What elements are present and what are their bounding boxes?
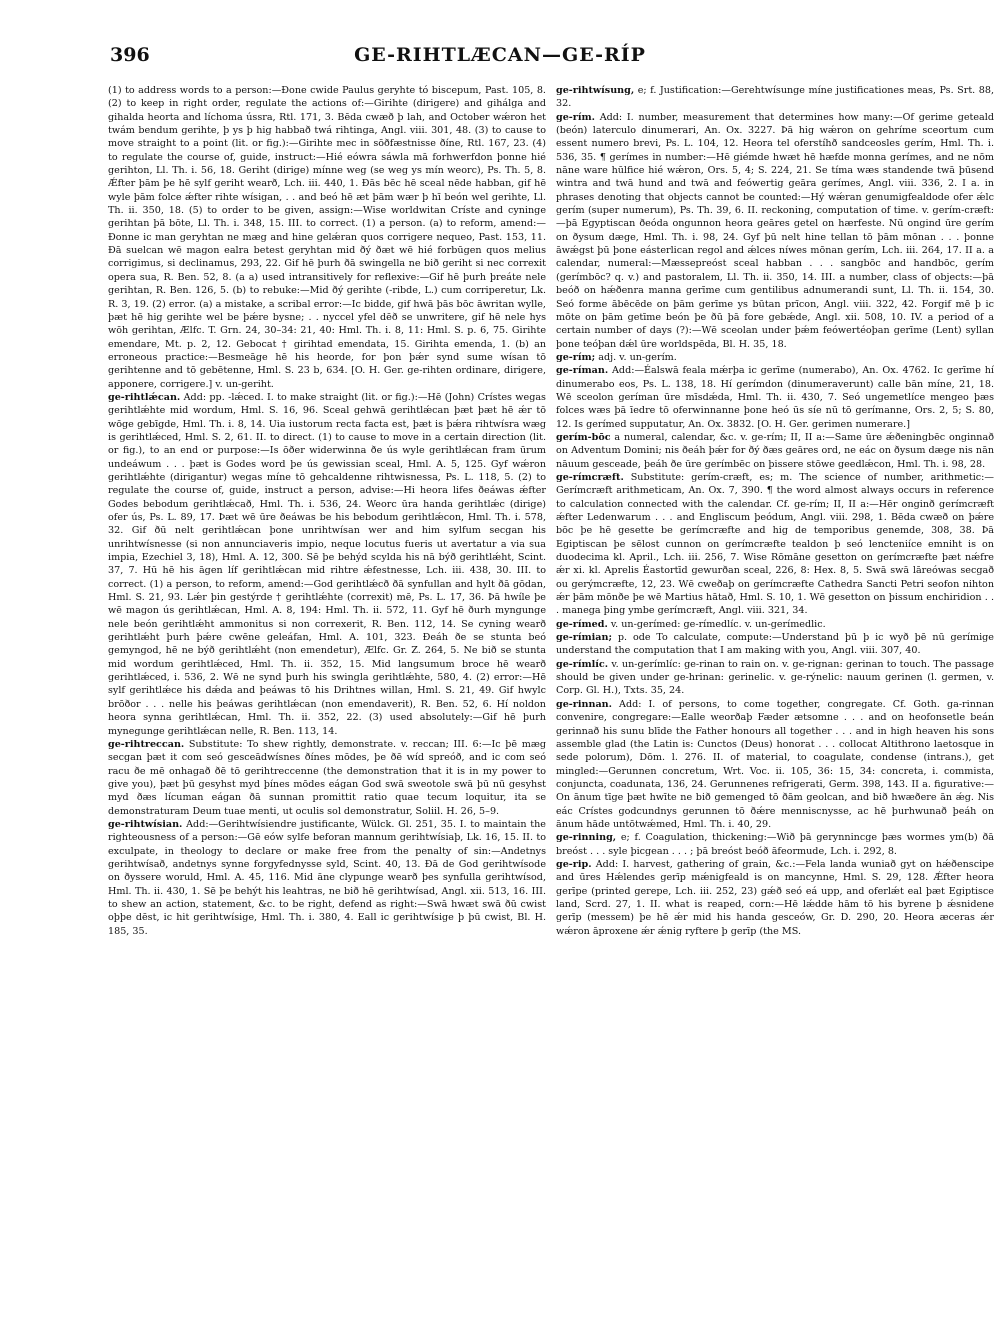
dictionary-entry xyxy=(108,738,546,818)
dictionary-entry xyxy=(556,618,994,631)
page-header xyxy=(110,44,890,72)
dictionary-entry xyxy=(556,351,994,364)
dictionary-entry xyxy=(556,111,994,351)
entry-text: e; f. Coagulation, thickening:—Wið þā gerynnincge þæs wormes ym(b) ðā breóst . . . syle þicgean . . . ; þā breóst beóð āfeormude, Lch. i. 292, 8. xyxy=(556,832,994,857)
dictionary-entry xyxy=(108,818,546,938)
entry-headword: ge-rinning, xyxy=(556,832,617,844)
entry-headword: ge-rímcræft. xyxy=(556,471,624,483)
dictionary-entry xyxy=(556,364,994,431)
entry-headword: ge-rihtwísian. xyxy=(108,818,183,830)
entry-headword: ge-rihtreccan. xyxy=(108,738,185,750)
right-column xyxy=(556,84,994,1320)
entry-text: adj. v. un-gerím. xyxy=(598,351,677,363)
entry-headword: ge-rím; xyxy=(556,351,596,363)
dictionary-entry xyxy=(556,831,994,858)
entry-headword: ge-ríman. xyxy=(556,365,609,377)
entry-headword: ge-rihtwísung, xyxy=(556,85,635,96)
entry-text: Substitute: To shew rightly, demonstrate. v. reccan; III. 6:—Ic þē mæg secgan þæt it com seó gesceādwísnes ðínes mōdes, þe ðē wíd spreóð, and ic com seó racu ðe mē onhagað ðē tō gerihtreccenne (the demonstration that it is in my power to give you), þæt þū gesyhst myd þínes mōdes eágan God swā sweotole swā þū nū gesyhst myd ðæs lícuman eágan ðā sunnan promittit ratio quae tecum loquitur, ita se demonstraturam Deum tuae menti, ut oculis sol demonstratur, Soliil. H. 26, 5–9. xyxy=(108,738,546,817)
entry-text: v. un-gerímlíc: ge-rinan to rain on. v. ge-rignan: gerinan to touch. The passage should be given under ge-hrinan: gerinelic. v. ge-rýnelic: nauum gerinen (l. germen, v. Corp. Gl. H.), Txts. 35, 24. xyxy=(556,658,994,697)
dictionary-entry xyxy=(556,631,994,658)
entry-text: p. ode To calculate, compute:—Understand þū þ ic wyð þē nū gerímige understand the computation that I am making with you, Angl. viii. 307, 40. xyxy=(556,632,994,657)
dictionary-entry xyxy=(556,84,994,111)
dictionary-entry xyxy=(556,471,994,618)
entry-headword: ge-rímian; xyxy=(556,632,613,644)
entry-headword: gerím-bōc xyxy=(556,431,611,443)
entry-headword: ge-rinnan. xyxy=(556,698,612,710)
entry-text: Add: I. harvest, gathering of grain, &c.:—Fela landa wuniað gyt on hǽðenscipe and ūres Hǽlendes gerīp mǽnigfeald is on mancynne, Hml. S. 29, 128. Ǽfter heora gerīpe (printed gerepe, Lch. iii. 252, 23) gǽð seó eá upp, and oferlǽt eal þæt Egiptisce land, Scrd. 27, 1. II. what is reaped, corn:—Hē lǽdde hām tō his byrene þ ǽsnidene gerīp (messem) þe hē ǽr mid his handa gesceów, Gr. D. 290, 20. Heora æceras ǽr wǽron āproxene ǽr ǽnig ryftere þ gerīp (the MS. xyxy=(556,858,994,937)
entry-text: Add: I. number, measurement that determines how many:—Of gerime geteald (beón) laterculo dinumerari, An. Ox. 3227. Þā hig wǽron on gehríme sceortum cum essent numero brevi, Ps. L. 104, 12. Heora tel oferstíhð sandceosles gerím, Hml. Th. i. 536, 35. ¶ gerímes in number:—Hē giémde hwæt hē hæfde monna gerímes, and ne nōm nāne ware hūlfice hié wǽron, Ors. 5, 4; S. 224, 21. Se tíma wæs standende twā þūsend wintra and twā hund and twā and feówertig geāra gerímes, Angl. viii. 336, 2. I a. in phrases denoting that objects cannot be counted:—Hý wǽran genumigfealdode ofer ǽlc gerím (super numerum), Ps. Th. 39, 6. II. reckoning, computation of time. v. gerím-cræft:—þā Egyptiscan ðeóda ongunnon heora geāres getel on hærfeste. Nū ongind ūre gerím on ðysum dæge, Hml. Th. i. 98, 24. Gyf þū nelt hine tellan tō þām mōnan . . . þonne āwǽgst þū þone eásterlican regol and ǽlces níwes mōnan gerím, Lch. iii. 264, 17. II a. a calendar, numeral:—Mæssepreóst sceal habban . . . sangbōc and handbōc, gerím (gerímbōc? q. v.) and pastoralem, Ll. Th. ii. 350, 14. III. a number, class of objects:—þā beóð on hǽðenra manna gerīme cum gentilibus adnumerandi sunt, Ll. Th. ii. 154, 30. Seó forme ābēcēde on þām gerīme ys būtan prīcon, Angl. viii. 322, 42. Forgif mē þ ic mōte on þām getīme beón þe ðū þā fore gebǽde, Angl. xii. 508, 10. IV. a period of a certain number of days (?):—Wē sceolan under þǽm feówertéoþan gerīme (Lent) syllan þone teóþan dǽl ūre worldspēda, Bl. H. 35, 18. xyxy=(556,111,994,350)
dictionary-entry xyxy=(108,391,546,738)
entry-text: (1) to address words to a person:—Ðone cwide Paulus geryhte tó biscepum, Past. 105, 8. (2) to keep in right order, regulate the actions of:—Girihte (dirigere) and gihálga and gihalda heorta and líchoma ússra, Rtl. 171, 3. Bēda cwæð þ lah, and October wǽron het twám bendum gerihte, þ ys þ hig habbað twá rihtinga, Angl. viii. 301, 48. (3) to cause to move straight to a point (lit. or fig.):—Girihte mec in sōðfæstnisse ðíne, Rtl. 167, 23. (4) to regulate the course of, guide, instruct:—Hié eówra sáwla mā forhwerfdon þonne hié gerihton, Ll. Th. i. 56, 18. Geriht (dirige) mínne weg (se weg ys mín weorc), Ps. Th. 5, 8. Ǽfter þām þe hē sylf geriht wearð, Lch. iii. 440, 1. Ðās bēc hē sceal nēde habban, gif hē wyle þām folce ǽfter rihte wísigan, . . and beó hē æt þām wær þ hī beón wel gerihte, Ll. Th. ii. 350, 18. (5) to order to be given, assign:—Wise worldwitan Críste and cyninge gerihtan þā bōte, Ll. Th. i. 348, 15. III. to correct. (1) a person. (a) to reform, amend:—Ðonne ic man geryhtan ne mæg and hine gelǽran quos corrigere nequeo, Past. 153, 11. Ðā suelcan wē magon ealra betest geryhtan mid ðý ðæt wē hié forbūgen quos melius corrigimus, si declinamus, 293, 22. Gif hē þurh ðā swingella ne bið geriht si nec correxit opera sua, R. Ben. 52, 8. (a a) used intransitively for reflexive:—Gif hē þurh þreáte nele gerihtan, R. Ben. 126, 5. (b) to rebuke:—Mid ðý gerihte (-ribde, L.) cum corriperetur, Lk. R. 3, 19. (2) error. (a) a mistake, a scribal error:—Ic bidde, gif hwā þās bōc āwritan wylle, þæt hē hig gerihte wel be þǽre bysne; . . nyccel yfel dēð se unwritere, gif hē nele hys wōh gerihtan, Ælfc. T. Grn. 24, 30–34: 21, 40: Hml. Th. i. 8, 11: Hml. S. p. 6, 75. Girihte emendare, Mt. p. 2, 12. Gebocat † girihtad emendata, 15. Girihta emenda, 1. (b) an erroneous practice:—Besmeāge hē his heorde, for þon þǽr synd sume wísan tō gerihtenne and tō gebētenne, Hml. S. 23 b, 634. [O. H. Ger. ge-rihten ordinare, dirigere, apponere, corrigere.] v. un-geriht. xyxy=(108,85,546,390)
entry-text: v. un-gerímed: ge-rímedlíc. v. un-gerímedlic. xyxy=(610,618,826,630)
entry-text: Add: I. of persons, to come together, congregate. Cf. Goth. ga-rinnan convenire, congregare:—Ealle weorðaþ Fæder ætsomne . . . and on heofonsetle beán gerinnað his sunu blīde the Father honours all together . . . and in high heaven his sons assemble glad (the Latin is: Cunctos (Deus) honorat . . . collocat Altithrono laetosque in sede polorum), Dōm. l. 276. II. of material, to coagulate, condense (intrans.), get mingled:—Gerunnen concretum, Wrt. Voc. ii. 105, 36: 15, 34: concreta, i. commista, conjuncta, coadunata, 136, 24. Gerunnenes refrigerati, Germ. 398, 143. II a. figurative:—On ānum tīge þæt hwīte ne bið gemenged tō ðām geolcan, and bið hwæðere ān ǽg. Nis eác Crístes godcundnys gerunnen tō ðǽre menniscnysse, ac hē þurhwunað þeáh on ānum hāde untōtwǽmed, Hml. Th. i. 40, 29. xyxy=(556,698,994,830)
entry-headword: ge-rím. xyxy=(556,111,595,123)
dictionary-entry xyxy=(556,658,994,698)
entry-text: Substitute: gerím-cræft, es; m. The science of number, arithmetic:—Gerímcræft arithmeticam, An. Ox. 7, 390. ¶ the word almost always occurs in reference to calculation connected with the calendar. Cf. ge-rím; II, II a:—Hēr onginð gerímcræft ǽfter Ledenwarum . . . and Engliscum þeódum, Angl. viii. 298, 1. Bēda cwæð on þǽre bōc þe hē gesette be gerímcræfte and hig de temporibus genemde, 308, 38. Þā Egiptiscan þe sēlost cunnon on gerímcræfte tealdon þ seó lencteniíce emniht is on duodecima kl. April., Lch. iii. 256, 7. Wise Rōmāne gesetton on gerímcræfte þæt nǽfre ǽr xi. kl. Aprelis Éastortīd gewurðan sceal, 226, 8: Hex. 8, 5. Swā swā lāreówas secgað ou gerýmcræfte, 12, 23. Wē cweðaþ on gerímcræfte Cathedra Sancti Petri seofon nihton ǽr þām mōnðe þe wē Martius hātað, Hml. S. 10, 1. Wē gesetton on þissum enchiridion . . . manega þing ymbe gerímcræft, Angl. viii. 321, 34. xyxy=(556,471,994,617)
page-number: 396 xyxy=(110,44,150,66)
dictionary-entry xyxy=(556,431,994,471)
dictionary-entry xyxy=(556,858,994,938)
dictionary-entry xyxy=(556,698,994,831)
dictionary-entry xyxy=(108,84,546,391)
entry-text: e; f. Justification:—Gerehtwísunge míne justificationes meas, Ps. Srt. 88, 32. xyxy=(556,85,994,110)
entry-text: Add:—Gerihtwísiendre justificante, Wülck. Gl. 251, 35. I. to maintain the righteousness of a person:—Gē eów sylfe beforan mannum gerihtwísiaþ, Lk. 16, 15. II. to exculpate, in theology to declare or make free from the penalty of sin:—Andetnys gerihtwísað, andetnys synne forgyfednysse syld, Scint. 40, 13. Ðā de God gerihtwísode on ðyssere woruld, Hml. A. 45, 116. Mid āne clypunge wearð þes synfulla gerihtwísod, Hml. Th. ii. 430, 1. Sē þe behýt his leahtras, ne bið hē gerihtwísad, Angl. xii. 513, 16. III. to shew an action, statement, &c. to be right, defend as right:—Swā hwæt swā ðū cwist oþþe dēst, ic hit gerihtwísige, Hml. Th. i. 380, 4. Eall ic gerihtwísige þ þū cwist, Bl. H. 185, 35. xyxy=(108,818,546,937)
entry-headword: ge-rip. xyxy=(556,858,592,870)
entry-headword: ge-rímlíc. xyxy=(556,658,609,670)
entry-headword: ge-rímed. xyxy=(556,618,608,630)
entry-text: a numeral, calendar, &c. v. ge-rím; II, II a:—Same ūre ǽðeningbēc onginnað on Adventum Domini; nis ðeáh þǽr for ðý ðæs geāres ord, ne eác on ðysum dæge nis nān nāuum gesceade, þeáh ðe ūre gerímbēc on þissere stōwe geedlǽcon, Hml. Th. i. 98, 28. xyxy=(556,431,994,470)
entry-headword: ge-rihtlǽcan. xyxy=(108,391,181,403)
left-column xyxy=(108,84,546,1320)
entry-text: Add:—Éalswā feala mǽrþa ic gerīme (numerabo), An. Ox. 4762. Ic gerīme hí dinumerabo eos, Ps. L. 138, 18. Hí gerímdon (dinumeraverunt) calle bān míne, 21, 18. Wē sceolon geríman ūre mīsdǽda, Hml. Th. ii. 430, 7. Seó ungemetlíce mengeo þæs folces wæs þā īedre tō oferwinnanne þone heó ūs síe nū tō gerímanne, Ors. 2, 5; S. 80, 12. Is gerímed supputatur, An. Ox. 3832. [O. H. Ger. gerimen numerare.] xyxy=(556,365,994,430)
entry-text: Add: pp. -lǽced. I. to make straight (lit. or fig.):—Hē (John) Crístes wegas gerihtlǽhte mid wordum, Hml. S. 16, 96. Sceal gehwā gerihtlǽcan þæt þæt hē ǽr tō wōge gebīgde, Hml. Th. i. 8, 14. Uia iustorum recta facta est, þæt is þǽra rihtwísra wæg is gerihtlǽced, Hml. S. 2, 61. II. to direct. (1) to cause to move in a certain direction (lit. or fig.), to an end or purpose:—Is ōðer widerwinna ðe ús wyle gerihtlǽcan fram ūrum undeáwum . . . þæt is Godes word þe ús gewissian sceal, Hml. A. 5, 125. Gyf wǽron gerihtlǽhte (dirigantur) wegas míne tō gehcaldenne rihtwisnessa, Ps. L. 118, 5. (2) to regulate the course of, guide, instruct a person, advise:—Hi heora lifes ðeáwas ǽfter Godes bebodum gerihtlǽcað, Hml. Th. i. 536, 24. Weorc ūra handa gerihtlǽc (dirige) ofer ús, Ps. L. 89, 17. Þæt wē ūre ðeáwas be his bebodum gerihtlǽcon, Hml. Th. i. 578, 32. Gif ðū nelt gerihtlǽcan þone unrihtwísan wer and him sylfum secgan his unrihtwísnesse (si non annunciaveris impio, neque locutus fueris ut avertatur a via sua impia, Ezechiel 3, 18), Hml. A. 12, 300. Sē þe behýd scylda his nā býð gerihtlǽht, Scint. 37, 7. Hū hē his āgen líf gerihtlǽcan mid rihtre ǽfestnesse, Lch. iii. 438, 30. III. to correct. (1) a person, to reform, amend:—God gerihtlǽcð ðā synfullan and hylt ðā gōdan, Hml. S. 21, 93. Lǽr þin gestýrde † gerihtlǽhte (correxit) mē, Ps. L. 17, 36. Þā hwíle þe wē magon ús gerihtlǽcan, Hml. A. 8, 194: Hml. Th. ii. 572, 11. Gyf hē ðurh myngunge nele beón gerihtlǽht ammonitus si non correxerit, R. Ben. 112, 14. Se cyning wearð gerihtlǽht þurh þǽre cwēne geleáfan, Hml. A. 101, 323. Ðeáh ðe se stunta beó gemyngod, hē ne býð gerihtlǽht (non emendetur), Ælfc. Gr. Z. 264, 5. Ne bið se stunta mid wordum gerihtlǽced, Hml. Th. ii. 352, 15. Mid langsumum broce hē wearð gerihtlǽced, i. 536, 2. Wē ne synd þurh his swingla gerihtlǽhte, 580, 4. (2) error:—Hē sylf gerihtlǽce his dǽda and þeáwas tō his Drihtnes willan, Hml. S. 21, 49. Gif hwylc brōðor . . . nelle his þeáwas gerihtlǽcan (non emendaverit), R. Ben. 52, 6. Hí noldon heora synna gerihtlǽcan, Hml. Th. ii. 352, 22. (3) used absolutely:—Gif hē þurh mynegunge gerihtlǽcan nelle, R. Ben. 113, 14. xyxy=(108,391,546,737)
running-title: GE-RIHTLÆCAN—GE-RÍP xyxy=(354,44,646,66)
